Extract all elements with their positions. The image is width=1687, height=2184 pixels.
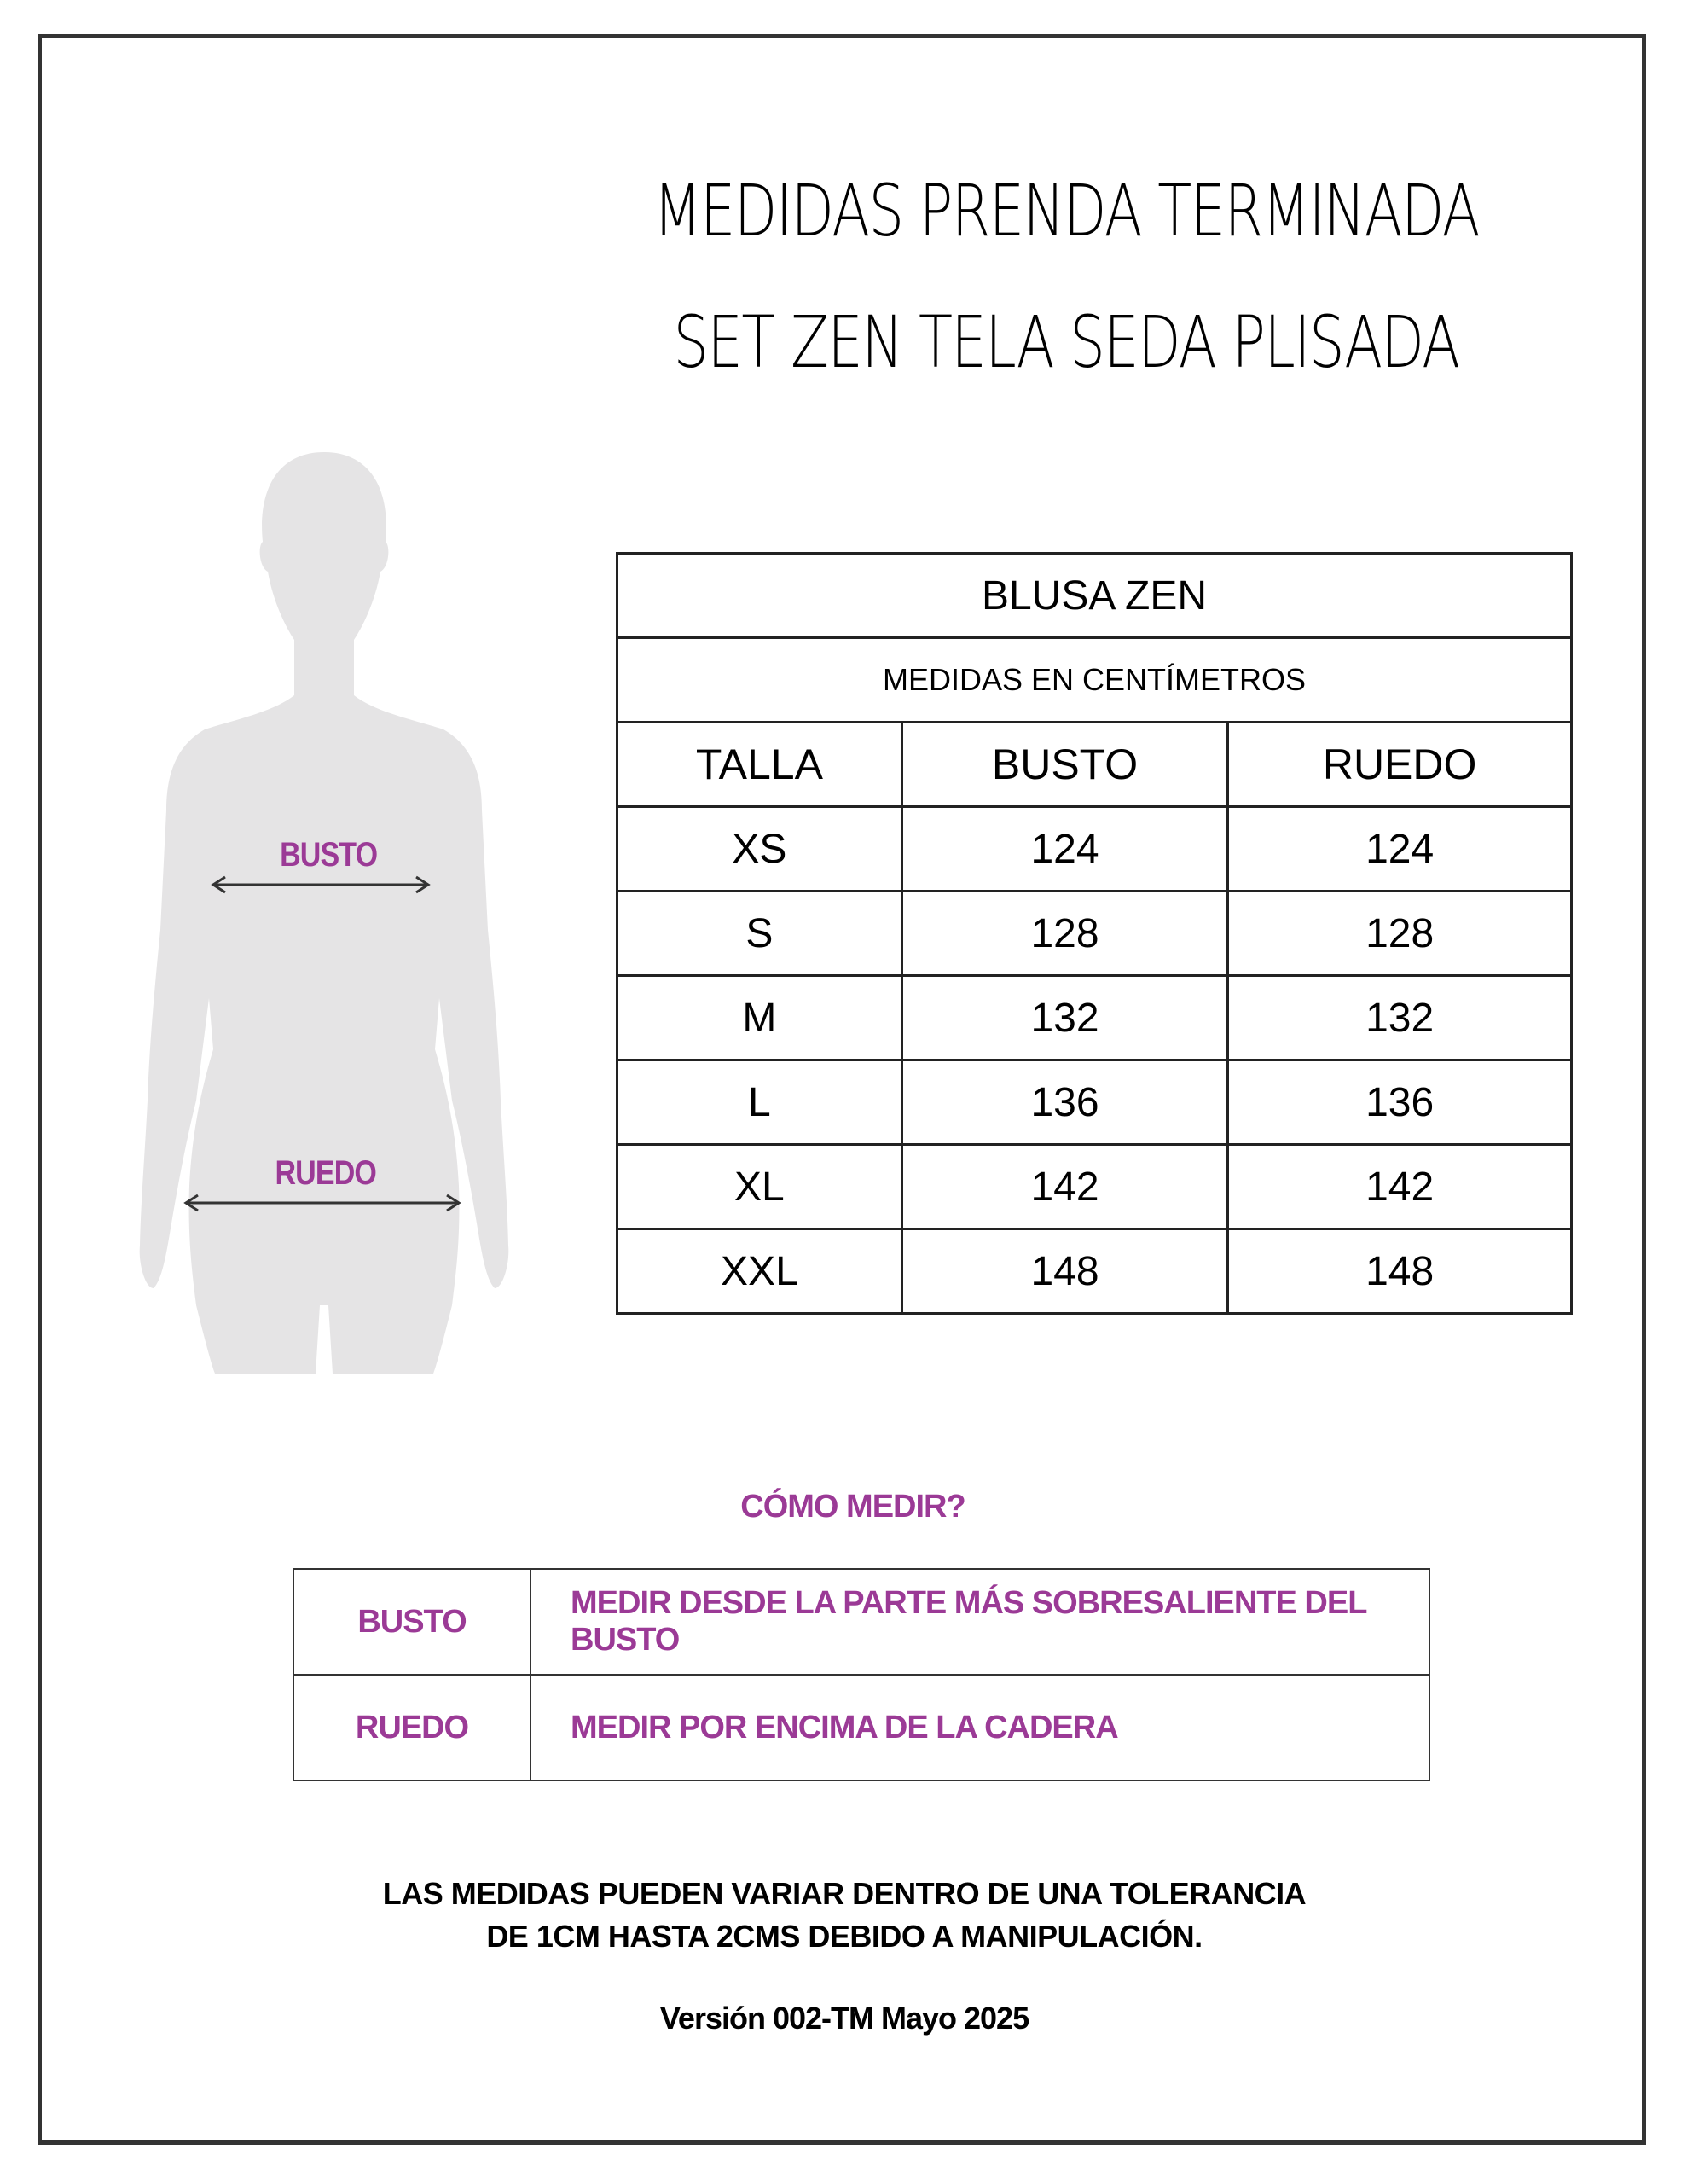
table-row	[617, 1060, 1572, 1145]
page-title-line2: SET ZEN TELA SEDA PLISADA	[673, 300, 1459, 384]
column-header-busto: BUSTO	[901, 723, 1227, 807]
table-row	[617, 807, 1572, 892]
tolerance-note-line2: DE 1CM HASTA 2CMS DEBIDO A MANIPULACIÓN.	[486, 1919, 1203, 1954]
ruedo-cell: 128	[1228, 892, 1572, 976]
how-value: MEDIR POR ENCIMA DE LA CADERA	[530, 1675, 1429, 1780]
size-cell: M	[617, 976, 902, 1060]
table-subtitle-row	[617, 638, 1572, 723]
ruedo-cell: 136	[1228, 1060, 1572, 1145]
figure-busto-label: BUSTO	[280, 836, 378, 874]
column-header-talla: TALLA	[617, 723, 902, 807]
ruedo-cell: 124	[1228, 807, 1572, 892]
table-row	[617, 1229, 1572, 1314]
size-cell: XL	[617, 1145, 902, 1229]
busto-cell: 124	[901, 807, 1227, 892]
busto-cell: 132	[901, 976, 1227, 1060]
size-cell: XS	[617, 807, 902, 892]
how-row-busto	[293, 1569, 1429, 1675]
body-silhouette	[119, 452, 529, 1391]
table-title-row	[617, 554, 1572, 638]
table-header-row	[617, 723, 1572, 807]
version-label: Versión 002-TM Mayo 2025	[659, 2001, 1029, 2036]
table-row	[617, 1145, 1572, 1229]
busto-cell: 148	[901, 1229, 1227, 1314]
how-value: MEDIR DESDE LA PARTE MÁS SOBRESALIENTE DEL BUSTO	[530, 1569, 1429, 1675]
how-key: BUSTO	[293, 1569, 530, 1675]
how-to-measure-heading: CÓMO MEDIR?	[740, 1489, 965, 1525]
column-header-ruedo: RUEDO	[1228, 723, 1572, 807]
size-cell: L	[617, 1060, 902, 1145]
size-cell: XXL	[617, 1229, 902, 1314]
figure-ruedo-label: RUEDO	[275, 1154, 376, 1192]
table-title: BLUSA ZEN	[617, 554, 1572, 638]
busto-cell: 142	[901, 1145, 1227, 1229]
ruedo-cell: 148	[1228, 1229, 1572, 1314]
how-to-measure-table	[293, 1568, 1430, 1781]
table-subtitle: MEDIDAS EN CENTÍMETROS	[617, 638, 1572, 723]
size-table	[616, 552, 1573, 1315]
tolerance-note-line1: LAS MEDIDAS PUEDEN VARIAR DENTRO DE UNA TOLERANCIA	[382, 1876, 1307, 1911]
tolerance-note	[256, 1873, 1433, 1958]
size-cell: S	[617, 892, 902, 976]
busto-cell: 128	[901, 892, 1227, 976]
table-row	[617, 976, 1572, 1060]
silhouette-shape	[140, 452, 509, 1374]
how-key: RUEDO	[293, 1675, 530, 1780]
how-row-ruedo	[293, 1675, 1429, 1780]
ruedo-cell: 142	[1228, 1145, 1572, 1229]
table-row	[617, 892, 1572, 976]
page-title-line1: MEDIDAS PRENDA TERMINADA	[653, 169, 1479, 253]
ruedo-cell: 132	[1228, 976, 1572, 1060]
busto-cell: 136	[901, 1060, 1227, 1145]
